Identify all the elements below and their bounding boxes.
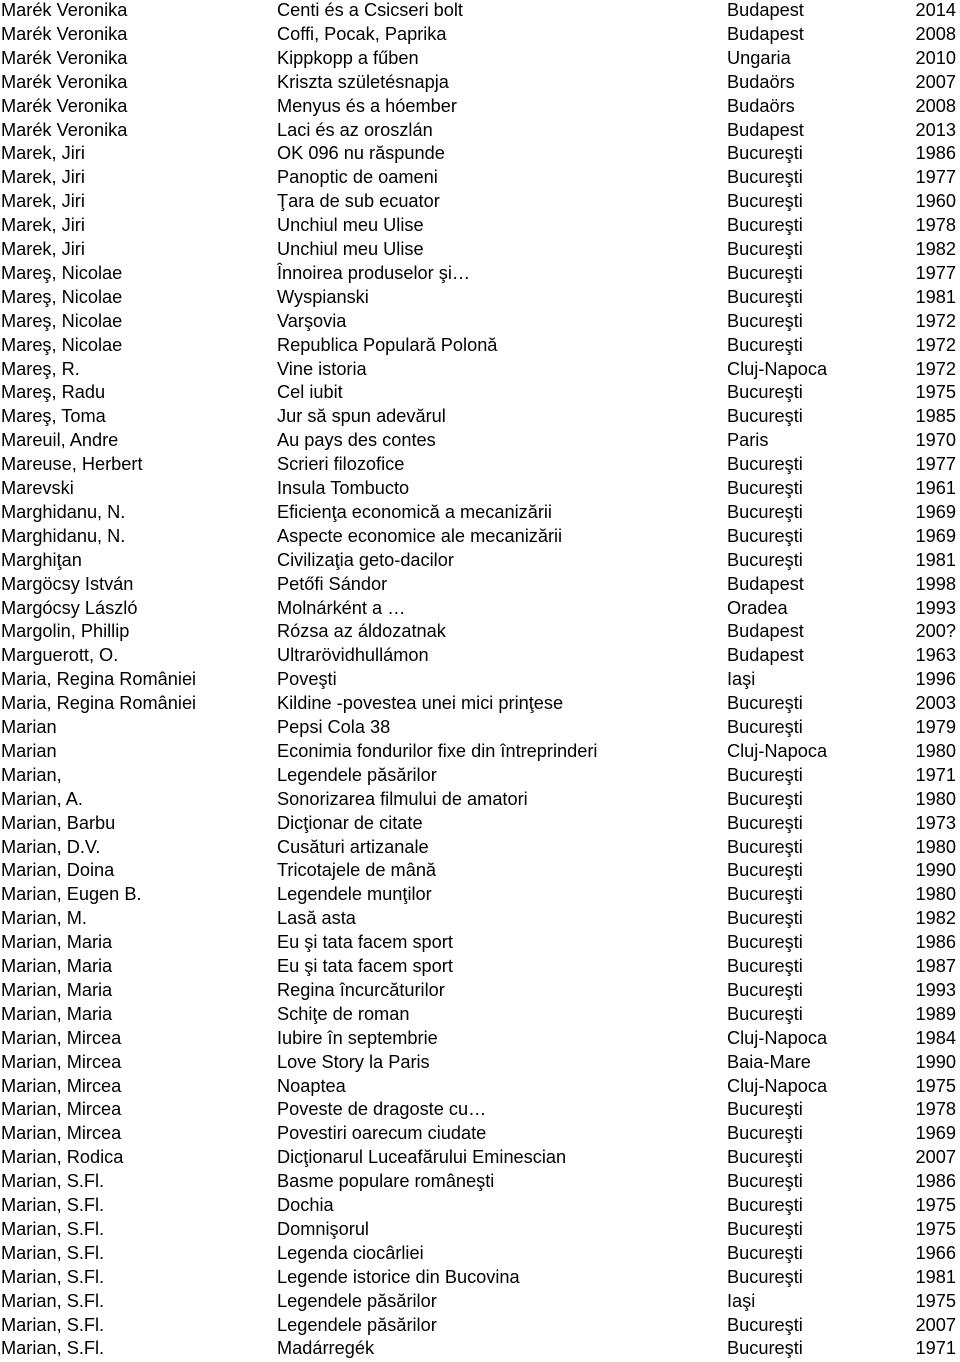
year-cell: 1982 xyxy=(915,908,956,929)
author-cell: Maria, Regina României xyxy=(1,669,197,690)
title-cell: Ultrarövidhullámon xyxy=(277,645,429,666)
title-cell: Laci és az oroszlán xyxy=(277,119,433,140)
year-cell: 1993 xyxy=(915,597,956,618)
title-cell: Sonorizarea filmului de amatori xyxy=(277,788,528,809)
author-cell: Marian xyxy=(1,740,57,761)
year-cell: 1982 xyxy=(915,239,956,259)
year-cell: 1978 xyxy=(915,1099,956,1120)
author-cell: Mareş, Nicolae xyxy=(1,334,123,355)
title-cell: Dicţionarul Luceafărului Eminescian xyxy=(277,1147,567,1168)
city-cell: Bucureşti xyxy=(727,334,803,355)
title-cell: Noaptea xyxy=(277,1075,346,1096)
city-cell: Bucureşti xyxy=(727,1266,803,1287)
list-item xyxy=(0,285,960,309)
list-item xyxy=(0,118,960,142)
list-item xyxy=(0,691,960,715)
year-cell: 2003 xyxy=(915,693,956,714)
year-cell: 1978 xyxy=(915,215,956,236)
city-cell: Bucureşti xyxy=(727,693,803,714)
year-cell: 1975 xyxy=(915,1075,956,1096)
title-cell: Eficienţa economică a mecanizării xyxy=(277,501,552,522)
year-cell: 1984 xyxy=(915,1027,956,1048)
year-cell: 1990 xyxy=(915,860,956,881)
author-cell: Marek, Jiri xyxy=(1,167,85,188)
list-item xyxy=(0,882,960,906)
list-item xyxy=(0,94,960,118)
title-cell: Au pays des contes xyxy=(277,430,436,451)
list-item xyxy=(0,1193,960,1217)
city-cell: Bucureşti xyxy=(727,1171,803,1192)
author-cell: Marian, Maria xyxy=(1,1003,113,1024)
author-cell: Marian, Mircea xyxy=(1,1099,122,1120)
list-item xyxy=(0,404,960,428)
list-item xyxy=(0,619,960,643)
author-cell: Marghiţan xyxy=(1,549,82,570)
title-cell: Unchiul meu Ulise xyxy=(277,215,424,236)
title-cell: Cusături artizanale xyxy=(277,836,429,857)
year-cell: 1989 xyxy=(915,1003,956,1024)
city-cell: Budaörs xyxy=(727,71,795,92)
title-cell: Madárregék xyxy=(277,1338,375,1359)
list-item xyxy=(0,333,960,357)
year-cell: 2007 xyxy=(915,1314,956,1335)
city-cell: Bucureşti xyxy=(727,717,803,737)
title-cell: Tricotajele de mână xyxy=(277,860,437,881)
list-item xyxy=(0,930,960,954)
title-cell: Schiţe de roman xyxy=(277,1003,410,1024)
list-item xyxy=(0,452,960,476)
city-cell: Paris xyxy=(727,430,769,451)
title-cell: Ţara de sub ecuator xyxy=(277,191,440,212)
city-cell: Bucureşti xyxy=(727,286,803,307)
author-cell: Marian, S.Fl. xyxy=(1,1218,105,1239)
year-cell: 200? xyxy=(915,621,956,642)
year-cell: 2008 xyxy=(915,95,956,116)
list-item xyxy=(0,1121,960,1145)
title-cell: Panoptic de oameni xyxy=(277,167,438,188)
list-item xyxy=(0,763,960,787)
author-cell: Maria, Regina României xyxy=(1,693,197,714)
list-item xyxy=(0,500,960,524)
year-cell: 1979 xyxy=(915,717,956,737)
year-cell: 1961 xyxy=(915,478,956,498)
year-cell: 2014 xyxy=(915,0,956,20)
city-cell: Budapest xyxy=(727,0,804,20)
list-item xyxy=(0,1050,960,1074)
list-item xyxy=(0,1097,960,1121)
city-cell: Iaşi xyxy=(727,669,756,690)
list-item xyxy=(0,572,960,596)
author-cell: Marek, Jiri xyxy=(1,239,85,259)
title-cell: Jur să spun adevărul xyxy=(277,406,446,427)
list-item xyxy=(0,1169,960,1193)
title-cell: Love Story la Paris xyxy=(277,1051,430,1072)
author-cell: Marian, Barbu xyxy=(1,812,116,833)
title-cell: Wyspianski xyxy=(277,286,369,307)
title-cell: Molnárként a … xyxy=(277,597,406,618)
year-cell: 1972 xyxy=(915,310,956,331)
list-item xyxy=(0,213,960,237)
year-cell: 1996 xyxy=(915,669,956,690)
year-cell: 1960 xyxy=(915,191,956,212)
year-cell: 1980 xyxy=(915,740,956,761)
city-cell: Cluj-Napoca xyxy=(727,1075,828,1096)
author-cell: Marék Veronika xyxy=(1,23,128,44)
title-cell: Scrieri filozofice xyxy=(277,454,405,475)
year-cell: 1980 xyxy=(915,836,956,857)
author-cell: Marian, S.Fl. xyxy=(1,1171,105,1192)
author-cell: Marian, S.Fl. xyxy=(1,1338,105,1359)
author-cell: Mareş, Nicolae xyxy=(1,310,123,331)
city-cell: Budaörs xyxy=(727,95,795,116)
year-cell: 1986 xyxy=(915,932,956,953)
list-item xyxy=(0,357,960,381)
author-cell: Marian, Maria xyxy=(1,956,113,976)
title-cell: Centi és a Csicseri bolt xyxy=(277,0,463,20)
list-item xyxy=(0,70,960,94)
city-cell: Bucureşti xyxy=(727,1099,803,1120)
city-cell: Iaşi xyxy=(727,1290,756,1311)
city-cell: Bucureşti xyxy=(727,215,803,236)
title-cell: Poveste de dragoste cu… xyxy=(277,1099,487,1120)
title-cell: Lasă asta xyxy=(277,908,356,929)
author-cell: Marek, Jiri xyxy=(1,215,85,236)
city-cell: Bucureşti xyxy=(727,191,803,212)
list-item xyxy=(0,1217,960,1241)
list-item xyxy=(0,954,960,978)
author-cell: Marék Veronika xyxy=(1,47,128,68)
author-cell: Margócsy László xyxy=(1,597,138,618)
author-cell: Marian, S.Fl. xyxy=(1,1314,105,1335)
list-item xyxy=(0,309,960,333)
city-cell: Budapest xyxy=(727,119,804,140)
title-cell: Civilizaţia geto-dacilor xyxy=(277,549,454,570)
author-cell: Marian, Maria xyxy=(1,979,113,1000)
city-cell: Cluj-Napoca xyxy=(727,740,828,761)
author-cell: Marian, S.Fl. xyxy=(1,1266,105,1287)
list-item xyxy=(0,596,960,620)
author-cell: Marek, Jiri xyxy=(1,143,85,164)
year-cell: 1975 xyxy=(915,382,956,403)
title-cell: Menyus és a hóember xyxy=(277,95,457,116)
title-cell: Eu şi tata facem sport xyxy=(277,932,453,953)
title-cell: Kriszta születésnapja xyxy=(277,71,449,92)
city-cell: Bucureşti xyxy=(727,908,803,929)
author-cell: Marian, Mircea xyxy=(1,1123,122,1144)
title-cell: Varşovia xyxy=(277,310,347,331)
title-cell: Regina încurcăturilor xyxy=(277,979,445,1000)
year-cell: 1998 xyxy=(915,573,956,594)
city-cell: Bucureşti xyxy=(727,454,803,475)
city-cell: Bucureşti xyxy=(727,478,803,498)
author-cell: Marian, Doina xyxy=(1,860,115,881)
list-item xyxy=(0,787,960,811)
list-item xyxy=(0,1336,960,1360)
title-cell: Basme populare româneşti xyxy=(277,1171,495,1192)
list-item xyxy=(0,643,960,667)
author-cell: Marian, S.Fl. xyxy=(1,1195,105,1215)
author-cell: Mareş, R. xyxy=(1,358,80,379)
author-cell: Marian, Maria xyxy=(1,932,113,953)
year-cell: 1980 xyxy=(915,884,956,905)
title-cell: Legenda ciocârliei xyxy=(277,1242,424,1263)
list-item xyxy=(0,165,960,189)
list-item xyxy=(0,1145,960,1169)
list-item xyxy=(0,906,960,930)
title-cell: Rózsa az áldozatnak xyxy=(277,621,446,642)
city-cell: Budapest xyxy=(727,645,804,666)
year-cell: 1971 xyxy=(915,1338,956,1359)
list-item xyxy=(0,739,960,763)
author-cell: Marian, A. xyxy=(1,788,83,809)
title-cell: Domnişorul xyxy=(277,1218,369,1239)
title-cell: Poveşti xyxy=(277,669,337,690)
title-cell: Povestiri oarecum ciudate xyxy=(277,1123,487,1144)
list-item xyxy=(0,1265,960,1289)
title-cell: Petőfi Sándor xyxy=(277,573,388,594)
author-cell: Marian, Mircea xyxy=(1,1051,122,1072)
author-cell: Marghidanu, N. xyxy=(1,501,126,522)
year-cell: 1977 xyxy=(915,262,956,283)
list-item xyxy=(0,46,960,70)
author-cell: Mareş, Toma xyxy=(1,406,106,427)
list-item xyxy=(0,237,960,261)
year-cell: 2013 xyxy=(915,119,956,140)
list-item xyxy=(0,835,960,859)
year-cell: 1969 xyxy=(915,525,956,546)
list-item xyxy=(0,858,960,882)
year-cell: 1981 xyxy=(915,549,956,570)
city-cell: Ungaria xyxy=(727,47,791,68)
city-cell: Bucureşti xyxy=(727,1003,803,1024)
year-cell: 1969 xyxy=(915,1123,956,1144)
author-cell: Marék Veronika xyxy=(1,95,128,116)
city-cell: Bucureşti xyxy=(727,1242,803,1263)
year-cell: 1993 xyxy=(915,979,956,1000)
city-cell: Bucureşti xyxy=(727,406,803,427)
author-cell: Marguerott, O. xyxy=(1,645,119,666)
author-cell: Marian, D.V. xyxy=(1,836,101,857)
author-cell: Marek, Jiri xyxy=(1,191,85,212)
title-cell: Dochia xyxy=(277,1195,334,1215)
title-cell: Kippkopp a fűben xyxy=(277,47,419,68)
city-cell: Bucureşti xyxy=(727,1195,803,1215)
city-cell: Bucureşti xyxy=(727,1314,803,1335)
title-cell: Înnoirea produselor şi… xyxy=(277,262,471,283)
city-cell: Budapest xyxy=(727,621,804,642)
list-item xyxy=(0,1313,960,1337)
author-cell: Marian, Mircea xyxy=(1,1027,122,1048)
list-item xyxy=(0,261,960,285)
city-cell: Bucureşti xyxy=(727,525,803,546)
year-cell: 1987 xyxy=(915,956,956,976)
year-cell: 1972 xyxy=(915,358,956,379)
author-cell: Marian, Rodica xyxy=(1,1147,124,1168)
author-cell: Marék Veronika xyxy=(1,71,128,92)
year-cell: 1975 xyxy=(915,1195,956,1215)
title-cell: Eu şi tata facem sport xyxy=(277,956,453,976)
title-cell: Legendele păsărilor xyxy=(277,764,437,785)
city-cell: Bucureşti xyxy=(727,884,803,905)
title-cell: Legendele munţilor xyxy=(277,884,432,905)
author-cell: Mareuil, Andre xyxy=(1,430,119,451)
title-cell: OK 096 nu răspunde xyxy=(277,143,445,164)
title-cell: Coffi, Pocak, Paprika xyxy=(277,23,447,44)
city-cell: Bucureşti xyxy=(727,764,803,785)
author-cell: Marék Veronika xyxy=(1,119,128,140)
list-item xyxy=(0,22,960,46)
year-cell: 1970 xyxy=(915,430,956,451)
list-item xyxy=(0,428,960,452)
title-cell: Econimia fondurilor fixe din întreprinderi xyxy=(277,740,598,761)
author-cell: Marghidanu, N. xyxy=(1,525,126,546)
author-cell: Marian, xyxy=(1,764,62,785)
author-cell: Mareş, Nicolae xyxy=(1,262,123,283)
year-cell: 1971 xyxy=(915,764,956,785)
city-cell: Bucureşti xyxy=(727,549,803,570)
title-cell: Iubire în septembrie xyxy=(277,1027,438,1048)
city-cell: Bucureşti xyxy=(727,1147,803,1168)
author-cell: Marian, S.Fl. xyxy=(1,1290,105,1311)
title-cell: Legendele păsărilor xyxy=(277,1290,437,1311)
city-cell: Bucureşti xyxy=(727,979,803,1000)
list-item xyxy=(0,715,960,739)
title-cell: Unchiul meu Ulise xyxy=(277,239,424,259)
year-cell: 2007 xyxy=(915,71,956,92)
title-cell: Legende istorice din Bucovina xyxy=(277,1266,520,1287)
year-cell: 2010 xyxy=(915,47,956,68)
author-cell: Margöcsy István xyxy=(1,573,134,594)
year-cell: 1966 xyxy=(915,1242,956,1263)
author-cell: Marian, M. xyxy=(1,908,87,929)
year-cell: 1986 xyxy=(915,1171,956,1192)
list-item xyxy=(0,380,960,404)
list-item xyxy=(0,1241,960,1265)
list-item xyxy=(0,667,960,691)
year-cell: 1977 xyxy=(915,167,956,188)
city-cell: Bucureşti xyxy=(727,860,803,881)
city-cell: Bucureşti xyxy=(727,239,803,259)
year-cell: 1973 xyxy=(915,812,956,833)
city-cell: Bucureşti xyxy=(727,310,803,331)
year-cell: 1969 xyxy=(915,501,956,522)
author-cell: Mareuse, Herbert xyxy=(1,454,143,475)
year-cell: 1986 xyxy=(915,143,956,164)
list-item xyxy=(0,811,960,835)
title-cell: Dicţionar de citate xyxy=(277,812,423,833)
list-item xyxy=(0,1026,960,1050)
list-item xyxy=(0,0,960,22)
year-cell: 1963 xyxy=(915,645,956,666)
list-item xyxy=(0,548,960,572)
title-cell: Vine istoria xyxy=(277,358,367,379)
list-item xyxy=(0,1074,960,1098)
author-cell: Marian xyxy=(1,717,57,737)
author-cell: Margolin, Phillip xyxy=(1,621,130,642)
title-cell: Insula Tombucto xyxy=(277,478,410,498)
author-cell: Marian, Eugen B. xyxy=(1,884,142,905)
city-cell: Oradea xyxy=(727,597,788,618)
city-cell: Bucureşti xyxy=(727,1338,803,1359)
city-cell: Budapest xyxy=(727,23,804,44)
year-cell: 1977 xyxy=(915,454,956,475)
list-item xyxy=(0,524,960,548)
title-cell: Aspecte economice ale mecanizării xyxy=(277,525,563,546)
list-item xyxy=(0,978,960,1002)
city-cell: Bucureşti xyxy=(727,501,803,522)
city-cell: Budapest xyxy=(727,573,804,594)
year-cell: 1981 xyxy=(915,1266,956,1287)
year-cell: 1972 xyxy=(915,334,956,355)
title-cell: Pepsi Cola 38 xyxy=(277,717,391,737)
list-item xyxy=(0,189,960,213)
city-cell: Bucureşti xyxy=(727,932,803,953)
city-cell: Bucureşti xyxy=(727,167,803,188)
city-cell: Bucureşti xyxy=(727,836,803,857)
city-cell: Cluj-Napoca xyxy=(727,358,828,379)
city-cell: Baia-Mare xyxy=(727,1051,811,1072)
list-item xyxy=(0,1289,960,1313)
title-cell: Cel iubit xyxy=(277,382,343,403)
author-cell: Marevski xyxy=(1,478,74,498)
year-cell: 1975 xyxy=(915,1218,956,1239)
year-cell: 1980 xyxy=(915,788,956,809)
year-cell: 1981 xyxy=(915,286,956,307)
title-cell: Republica Populară Polonă xyxy=(277,334,498,355)
year-cell: 1985 xyxy=(915,406,956,427)
year-cell: 1990 xyxy=(915,1051,956,1072)
title-cell: Kildine -povestea unei mici prinţese xyxy=(277,693,564,714)
list-item xyxy=(0,476,960,500)
year-cell: 1975 xyxy=(915,1290,956,1311)
city-cell: Bucureşti xyxy=(727,262,803,283)
city-cell: Bucureşti xyxy=(727,143,803,164)
author-cell: Mareş, Radu xyxy=(1,382,106,403)
year-cell: 2008 xyxy=(915,23,956,44)
author-cell: Marék Veronika xyxy=(1,0,128,20)
city-cell: Bucureşti xyxy=(727,1123,803,1144)
city-cell: Bucureşti xyxy=(727,956,803,976)
title-cell: Legendele păsărilor xyxy=(277,1314,437,1335)
city-cell: Bucureşti xyxy=(727,382,803,403)
city-cell: Bucureşti xyxy=(727,788,803,809)
city-cell: Cluj-Napoca xyxy=(727,1027,828,1048)
list-item xyxy=(0,1002,960,1026)
author-cell: Marian, S.Fl. xyxy=(1,1242,105,1263)
list-item xyxy=(0,141,960,165)
author-cell: Marian, Mircea xyxy=(1,1075,122,1096)
city-cell: Bucureşti xyxy=(727,812,803,833)
city-cell: Bucureşti xyxy=(727,1218,803,1239)
author-cell: Mareş, Nicolae xyxy=(1,286,123,307)
year-cell: 2007 xyxy=(915,1147,956,1168)
